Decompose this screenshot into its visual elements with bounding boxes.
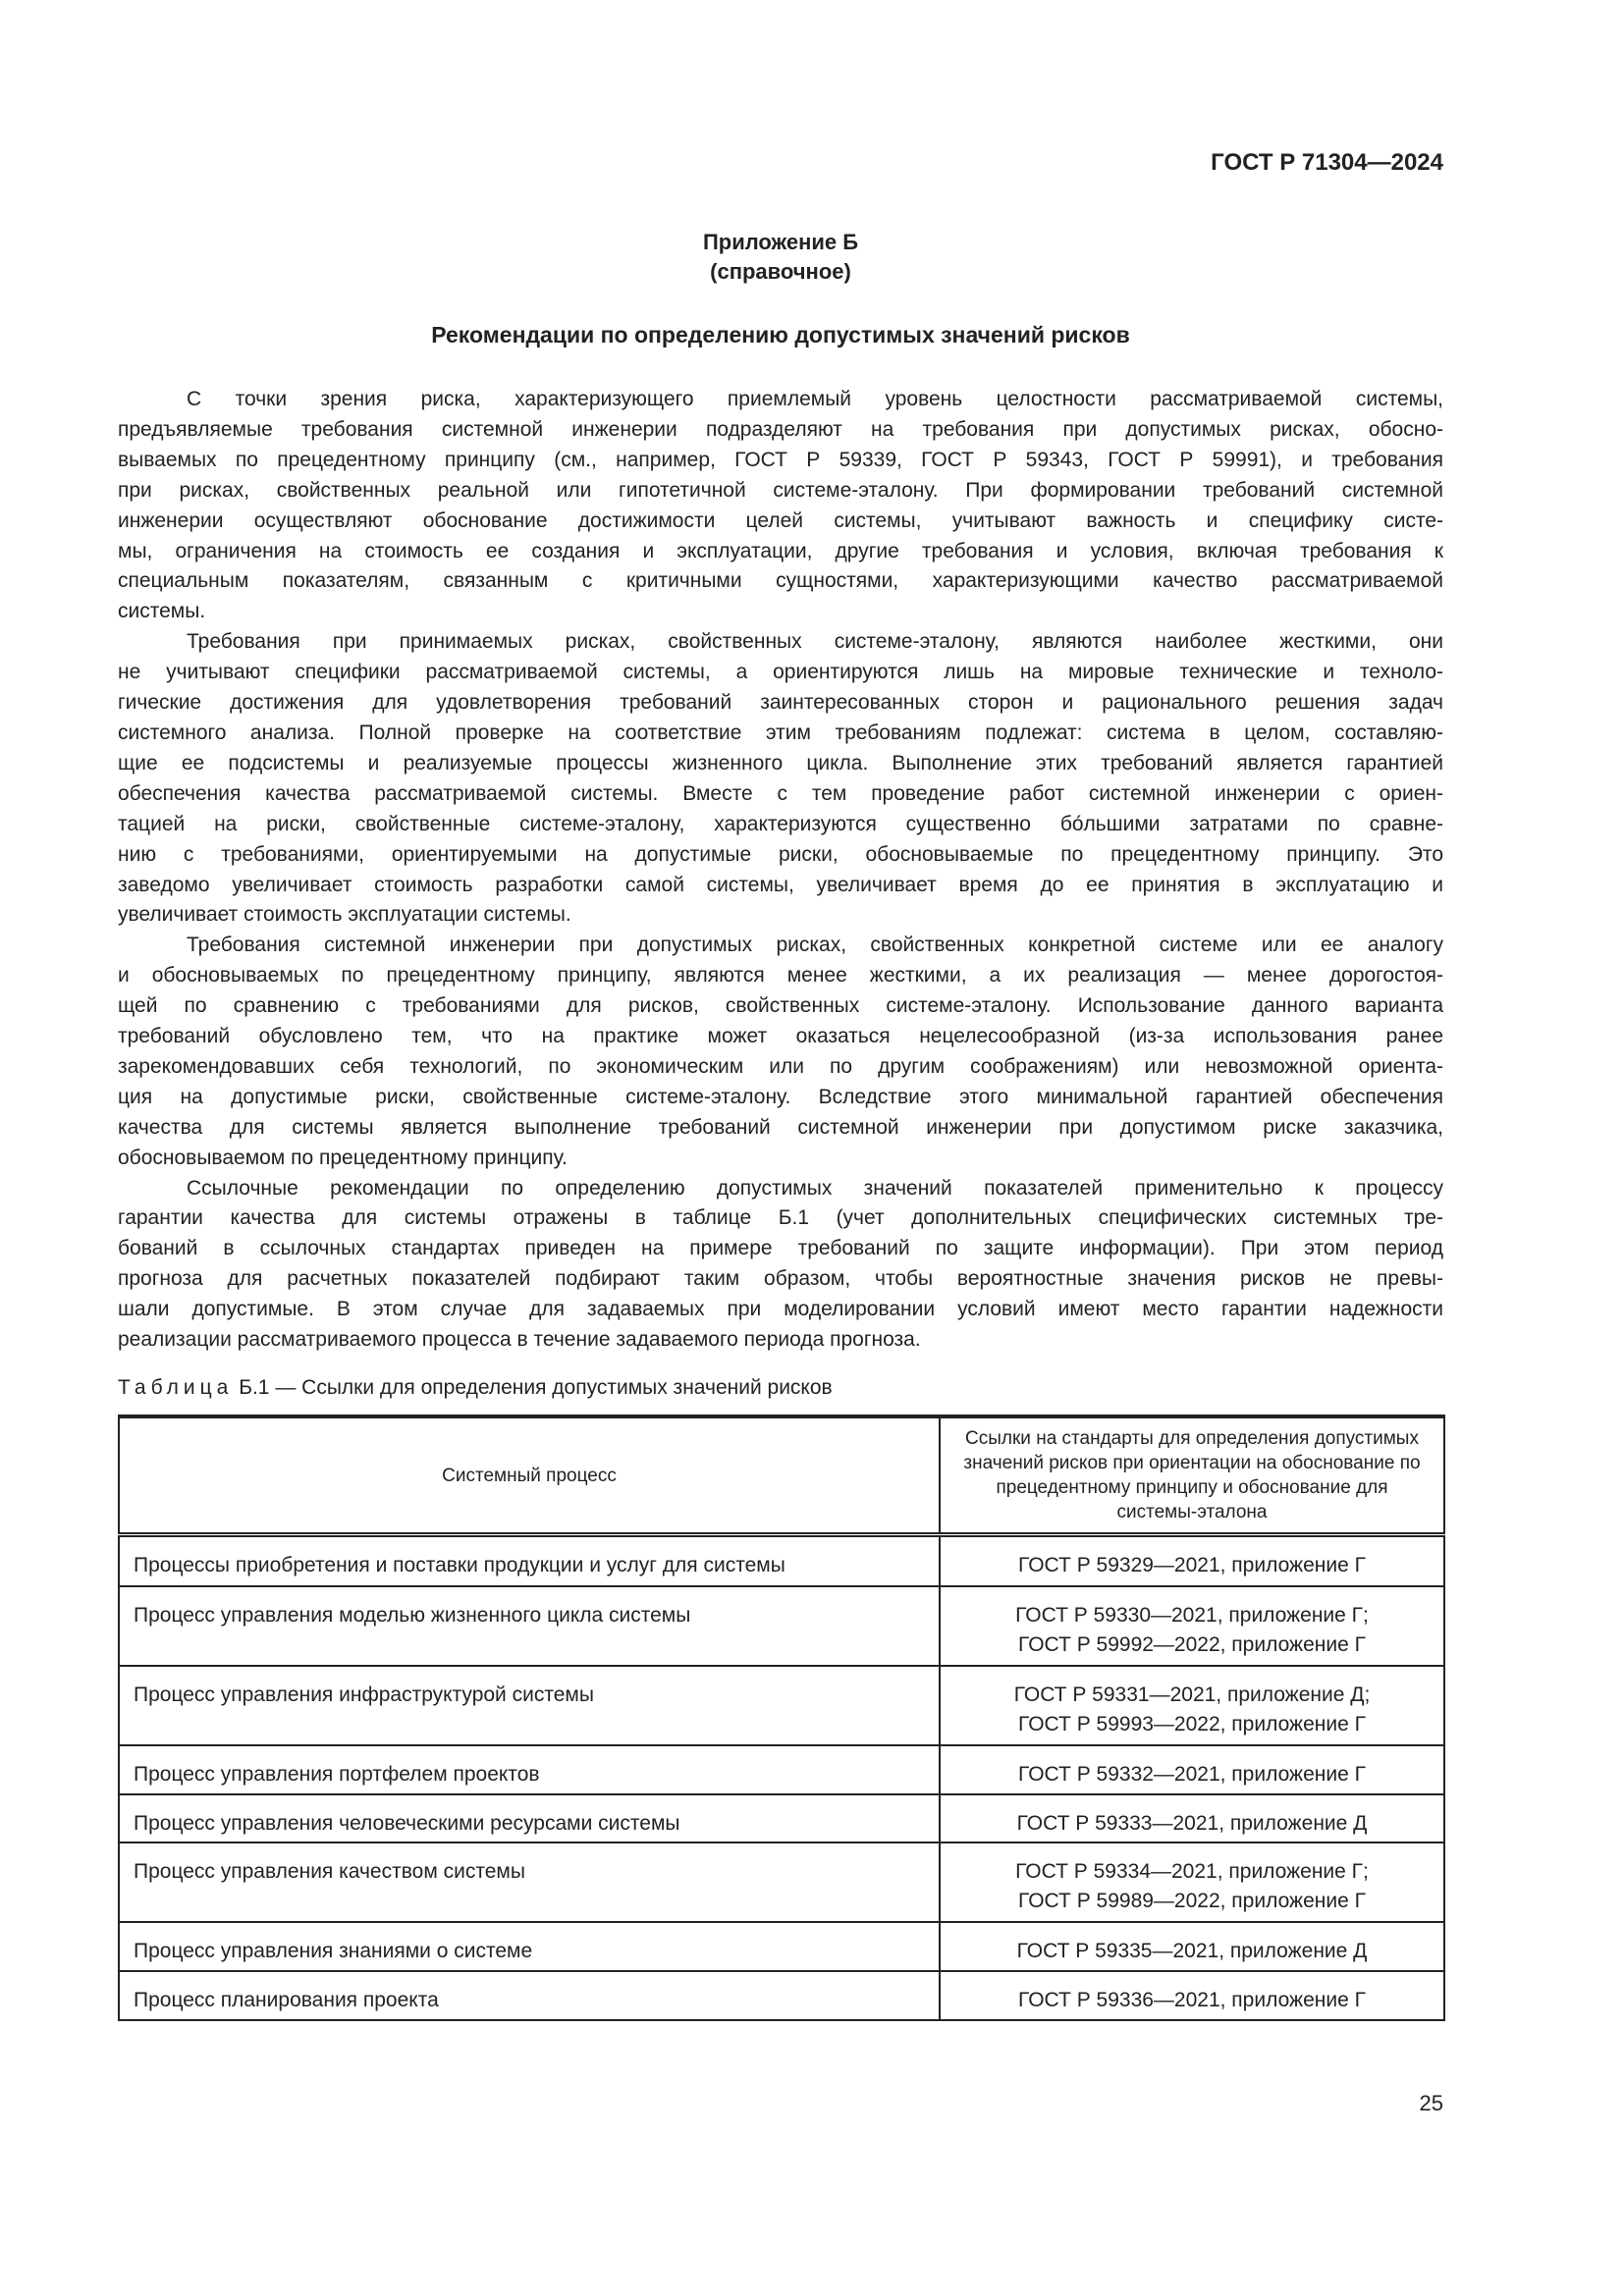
appendix-title: Приложение Б <box>702 230 859 254</box>
paragraph-line: ция на допустимые риски, свойственные системе-эталону. Вследствие этого минимальной гарантией обеспечения <box>118 1085 1443 1108</box>
paragraph-line: Ссылочные рекомендации по определению допустимых значений показателей применительно к процессу <box>187 1176 1443 1200</box>
paragraph-line: предъявляемые требования системной инженерии подразделяют на требования при допустимых рисках, обосно- <box>118 417 1443 441</box>
table-header-row <box>119 1416 1444 1535</box>
paragraph-line: нию с требованиями, ориентируемыми на допустимые риски, обосновываемые по прецедентному принципу. Это <box>118 842 1443 866</box>
paragraph-line: инженерии осуществляют обоснование достижимости целей системы, учитывают важность и специфику систе- <box>118 508 1443 532</box>
paragraph-line: заведомо увеличивает стоимость разработки самой системы, увеличивает время до ее принятия в эксплуатацию и <box>118 873 1443 896</box>
paragraph-line: системного анализа. Полной проверке на соответствие этим требованиям подлежат: система в целом, составляю- <box>118 721 1443 744</box>
process-cell: Процесс управления знаниями о системе <box>119 1922 940 1971</box>
body-text <box>118 385 1443 1356</box>
paragraph-line: вываемых по прецедентному принципу (см., например, ГОСТ Р 59339, ГОСТ Р 59343, ГОСТ Р 59991), и требования <box>118 448 1443 471</box>
references-table <box>118 1415 1445 2021</box>
table-caption-text: Б.1 — Ссылки для определения допустимых значений рисков <box>239 1376 833 1399</box>
reference-line: ГОСТ Р 59334—2021, приложение Г; <box>1015 1859 1369 1883</box>
header-system-process: Системный процесс <box>119 1416 940 1535</box>
table-row <box>119 1842 1444 1922</box>
process-cell: Процесс управления человеческими ресурсами системы <box>119 1794 940 1842</box>
reference-line: ГОСТ Р 59335—2021, приложение Д <box>1016 1939 1368 1962</box>
reference-line: ГОСТ Р 59331—2021, приложение Д; <box>1013 1682 1371 1706</box>
appendix-subtitle: (справочное) <box>710 259 851 284</box>
references-cell <box>940 1535 1444 1586</box>
references-cell <box>940 1586 1444 1666</box>
process-cell: Процесс управления портфелем проектов <box>119 1745 940 1794</box>
paragraph-line: реализации рассматриваемого процесса в течение задаваемого периода прогноза. <box>118 1328 921 1352</box>
document-code: ГОСТ Р 71304—2024 <box>1211 149 1443 176</box>
process-cell: Процесс управления инфраструктурой системы <box>119 1666 940 1745</box>
process-cell: Процесс планирования проекта <box>119 1971 940 2020</box>
paragraph-line: Требования системной инженерии при допустимых рисках, свойственных конкретной системе или ее аналогу <box>187 934 1443 957</box>
paragraph <box>118 385 1443 627</box>
reference-line: ГОСТ Р 59993—2022, приложение Г <box>1018 1712 1366 1735</box>
reference-line: ГОСТ Р 59330—2021, приложение Г; <box>1015 1603 1369 1627</box>
paragraph <box>118 931 1443 1173</box>
references-cell <box>940 1666 1444 1745</box>
table-row <box>119 1794 1444 1842</box>
paragraph-line: щие ее подсистемы и реализуемые процессы жизненного цикла. Выполнение этих требований является гарантией <box>118 751 1443 774</box>
paragraph-line: щей по сравнению с требованиями для рисков, свойственных системе-эталону. Использование данного варианта <box>118 994 1443 1018</box>
reference-line: ГОСТ Р 59333—2021, приложение Д <box>1016 1811 1368 1835</box>
references-cell <box>940 1842 1444 1922</box>
paragraph <box>118 1174 1443 1356</box>
table-caption-label: Таблица <box>118 1376 234 1399</box>
paragraph-line: Требования при принимаемых рисках, свойственных системе-эталону, являются наиболее жесткими, они <box>187 630 1443 654</box>
paragraph-line: шали допустимые. В этом случае для задаваемых при моделировании условий имеют место гарантии надежности <box>118 1298 1443 1321</box>
section-title: Рекомендации по определению допустимых значений рисков <box>431 322 1130 347</box>
paragraph-line: тацией на риски, свойственные системе-эталону, характеризуются существенно бо́льшими затратами по сравне- <box>118 812 1443 835</box>
table-row <box>119 1666 1444 1745</box>
reference-line: ГОСТ Р 59329—2021, приложение Г <box>1018 1554 1366 1576</box>
header-references: Ссылки на стандарты для определения допустимых значений рисков при ориентации на обоснование по прецедентному принципу и обоснование для системы-эталона <box>940 1416 1444 1535</box>
references-cell <box>940 1922 1444 1971</box>
table-row <box>119 1922 1444 1971</box>
paragraph-line: при рисках, свойственных реальной или гипотетичной системе-эталону. При формировании требований системной <box>118 478 1443 502</box>
paragraph-line: качества для системы является выполнение требований системной инженерии при допустимом риске заказчика, <box>118 1115 1443 1139</box>
references-cell <box>940 1971 1444 2020</box>
paragraph-line: С точки зрения риска, характеризующего приемлемый уровень целостности рассматриваемой системы, <box>187 388 1443 410</box>
paragraph-line: и обосновываемых по прецедентному принципу, являются менее жесткими, а их реализация — менее дорогостоя- <box>118 964 1443 988</box>
paragraph <box>118 627 1443 931</box>
reference-line: ГОСТ Р 59989—2022, приложение Г <box>1018 1889 1366 1912</box>
paragraph-line: мы, ограничения на стоимость ее создания и эксплуатации, другие требования и условия, включая требования к <box>118 539 1443 562</box>
table-row <box>119 1971 1444 2020</box>
paragraph-line: увеличивает стоимость эксплуатации системы. <box>118 903 571 927</box>
paragraph-line: требований обусловлено тем, что на практике может оказаться нецелесообразной (из-за использования ранее <box>118 1025 1443 1048</box>
paragraph-line: системы. <box>118 600 206 623</box>
table-row <box>119 1745 1444 1794</box>
table-caption <box>118 1376 833 1400</box>
references-cell <box>940 1745 1444 1794</box>
references-cell <box>940 1794 1444 1842</box>
process-cell: Процесс управления качеством системы <box>119 1842 940 1922</box>
paragraph-line: зарекомендовавших себя технологий, по экономическим или по другим соображениям) или невозможной ориента- <box>118 1054 1443 1078</box>
table-row <box>119 1535 1444 1586</box>
paragraph-line: обеспечения качества рассматриваемой системы. Вместе с тем проведение работ системной инженерии с ориен- <box>118 781 1443 805</box>
paragraph-line: специальным показателям, связанным с критичными сущностями, характеризующими качество рассматриваемой <box>118 569 1443 593</box>
page-number: 25 <box>1419 2091 1443 2115</box>
paragraph-line: прогноза для расчетных показателей подбирают таким образом, чтобы вероятностные значения рисков не превы- <box>118 1267 1443 1291</box>
reference-line: ГОСТ Р 59332—2021, приложение Г <box>1018 1762 1366 1786</box>
reference-line: ГОСТ Р 59992—2022, приложение Г <box>1018 1632 1366 1656</box>
process-cell: Процессы приобретения и поставки продукции и услуг для системы <box>119 1535 940 1586</box>
paragraph-line: гические достижения для удовлетворения требований заинтересованных сторон и рационального решения задач <box>118 691 1443 715</box>
table-row <box>119 1586 1444 1666</box>
reference-line: ГОСТ Р 59336—2021, приложение Г <box>1018 1988 1366 2011</box>
paragraph-line: бований в ссылочных стандартах приведен на примере требований по защите информации). При этом период <box>118 1237 1443 1260</box>
paragraph-line: гарантии качества для системы отражены в таблице Б.1 (учет дополнительных специфических системных тре- <box>118 1206 1443 1230</box>
process-cell: Процесс управления моделью жизненного цикла системы <box>119 1586 940 1666</box>
paragraph-line: не учитывают специфики рассматриваемой системы, а ориентируются лишь на мировые технические и техноло- <box>118 661 1443 684</box>
paragraph-line: обосновываемом по прецедентному принципу. <box>118 1146 568 1169</box>
